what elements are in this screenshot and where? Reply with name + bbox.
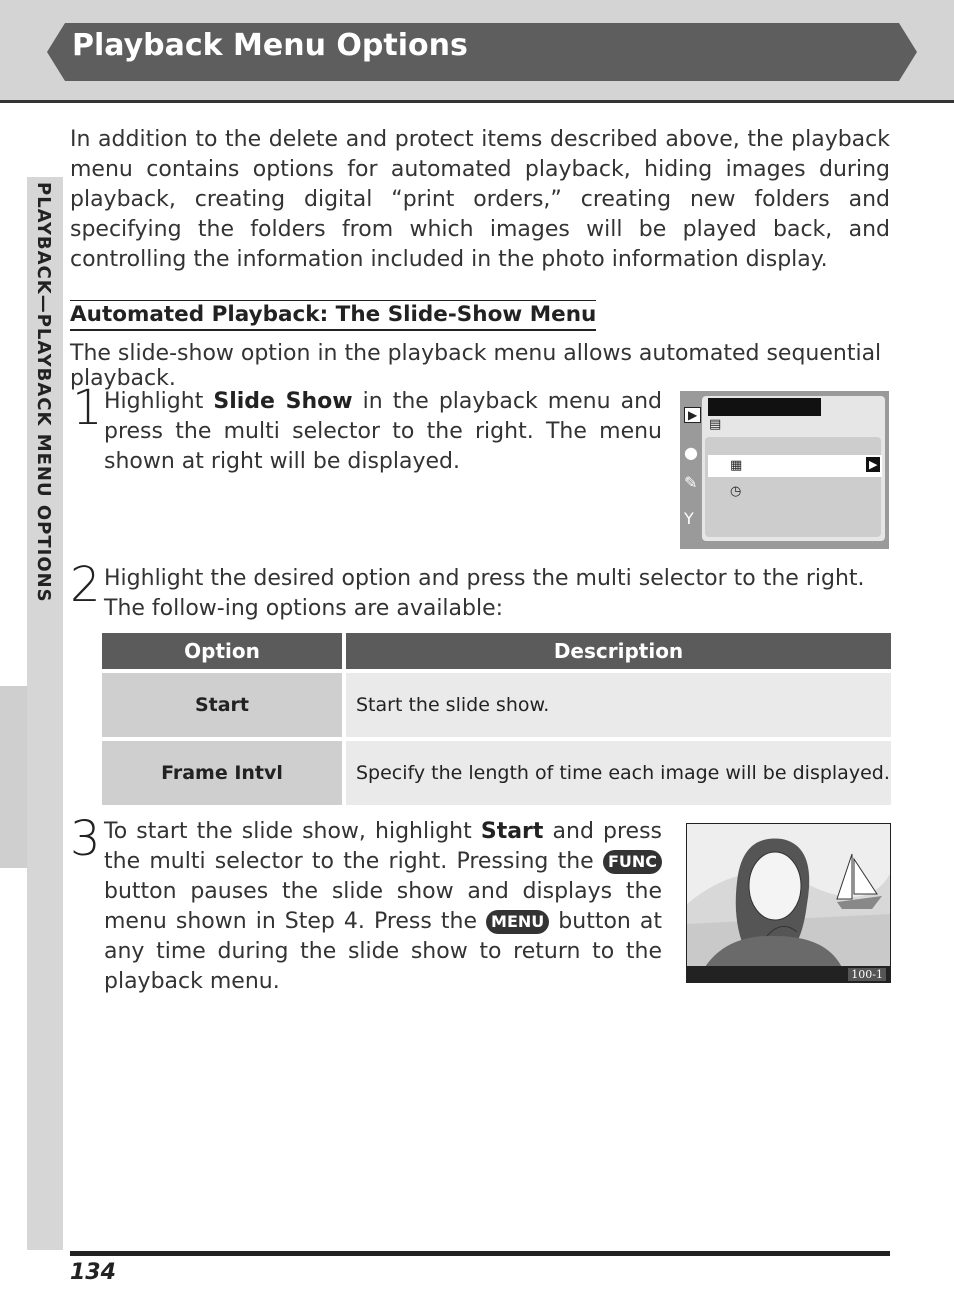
clapper-icon: ▦ <box>730 458 743 473</box>
func-button-icon: FUNC <box>603 850 662 874</box>
wrench-tab-icon: Y <box>684 509 694 528</box>
description-cell: Start the slide show. <box>346 673 891 737</box>
step-3-text-d: button at any time during the slide show to return to the playback menu. <box>104 909 662 994</box>
pencil-tab-icon: ✎ <box>684 473 698 492</box>
section-heading: Automated Playback: The Slide-Show Menu <box>70 300 596 331</box>
step-3-text-c: button pauses the slide show and displays the menu shown in Step 4. Press the <box>104 879 662 934</box>
step-1-text-b: in the playback menu and press the multi selector to the right. The menu shown at right will be displayed. <box>104 389 662 474</box>
menu-button-icon: MENU <box>486 910 549 934</box>
page-number: 134 <box>70 1260 116 1285</box>
step-number: 3 <box>70 811 101 867</box>
option-cell: Start <box>102 673 346 737</box>
page-title: Playback Menu Options <box>72 28 468 63</box>
camera-menu-screenshot <box>680 391 889 549</box>
column-header-description: Description <box>346 633 891 669</box>
intro-paragraph: In addition to the delete and protect items described above, the playback menu contains options for automated playback, hiding images during playback, creating digital “print orders,” creating new folders and specifying the folders from which images will be played back, and controlling the information included in the photo information display. <box>70 127 890 272</box>
frame-number-label: 100-1 <box>848 968 886 981</box>
step-3-text <box>104 817 662 997</box>
table-header-row <box>102 633 891 669</box>
options-table <box>102 629 891 809</box>
step-3-bold: Start <box>480 819 544 844</box>
header-rule <box>0 100 954 103</box>
step-3-text-b: and press the multi selector to the right. Pressing the <box>104 819 662 874</box>
step-1-bold: Slide Show <box>213 389 353 414</box>
arrow-right-icon: ▶ <box>866 457 880 472</box>
step-3-text-a: To start the slide show, highlight <box>104 819 481 844</box>
side-tab-label: PLAYBACK—PLAYBACK MENU OPTIONS <box>33 182 54 603</box>
side-tab-marker <box>0 686 27 868</box>
section-subtitle: The slide-show option in the playback menu allows automated sequential playback. <box>70 341 882 391</box>
step-1-text <box>104 387 662 477</box>
step-number: 1 <box>72 380 103 436</box>
playback-tab-icon: ▶ <box>684 407 701 423</box>
slideshow-icon: ▤ <box>709 417 722 432</box>
step-number: 2 <box>70 557 101 613</box>
option-cell: Frame Intvl <box>102 741 346 805</box>
table-row <box>102 741 891 805</box>
table-row <box>102 673 891 737</box>
photo-illustration <box>687 824 890 982</box>
camera-tab-icon: ● <box>684 443 698 462</box>
footer-rule <box>70 1251 890 1256</box>
column-header-option: Option <box>102 633 346 669</box>
step-1-text-a: Highlight <box>104 389 214 414</box>
description-cell: Specify the length of time each image will be displayed. <box>346 741 891 805</box>
slideshow-photo <box>686 823 891 983</box>
step-2-text: Highlight the desired option and press the multi selector to the right. The follow-ing options are available: <box>104 566 865 621</box>
timer-icon: ◷ <box>730 484 742 499</box>
menu-title-bar <box>708 398 821 416</box>
